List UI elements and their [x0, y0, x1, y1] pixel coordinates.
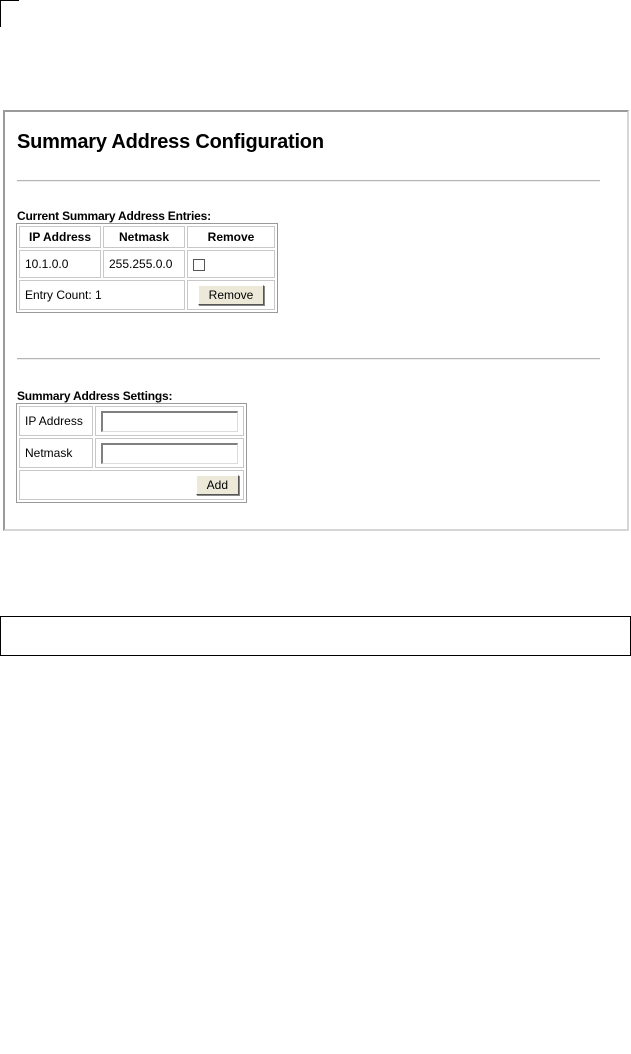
settings-section-label: Summary Address Settings:: [17, 389, 173, 403]
ip-address-label: IP Address: [19, 406, 93, 436]
entries-section-label: Current Summary Address Entries:: [17, 209, 211, 223]
row-remove-cell: [187, 250, 275, 278]
table-row: [19, 250, 275, 278]
column-header-remove: Remove: [187, 226, 275, 248]
netmask-input[interactable]: [101, 443, 238, 464]
row-netmask: 255.255.0.0: [103, 250, 185, 278]
settings-table: [16, 403, 247, 503]
remove-button[interactable]: Remove: [198, 285, 265, 305]
netmask-cell: [95, 438, 244, 468]
ip-address-cell: [95, 406, 244, 436]
divider-middle: [17, 358, 600, 360]
ip-address-input[interactable]: [101, 411, 238, 432]
entries-table: [16, 223, 278, 313]
caption-box: [0, 616, 631, 656]
remove-checkbox[interactable]: [193, 259, 205, 271]
config-panel: [3, 110, 629, 531]
column-header-ip: IP Address: [19, 226, 101, 248]
add-button[interactable]: Add: [196, 475, 239, 495]
page-title: Summary Address Configuration: [17, 131, 324, 153]
row-ip: 10.1.0.0: [19, 250, 101, 278]
divider-top: [17, 180, 600, 182]
netmask-label: Netmask: [19, 438, 93, 468]
add-button-cell: [19, 470, 244, 500]
entry-count: Entry Count: 1: [19, 280, 185, 310]
remove-button-cell: [187, 280, 275, 310]
column-header-netmask: Netmask: [103, 226, 185, 248]
page-corner-mark: [0, 0, 19, 27]
